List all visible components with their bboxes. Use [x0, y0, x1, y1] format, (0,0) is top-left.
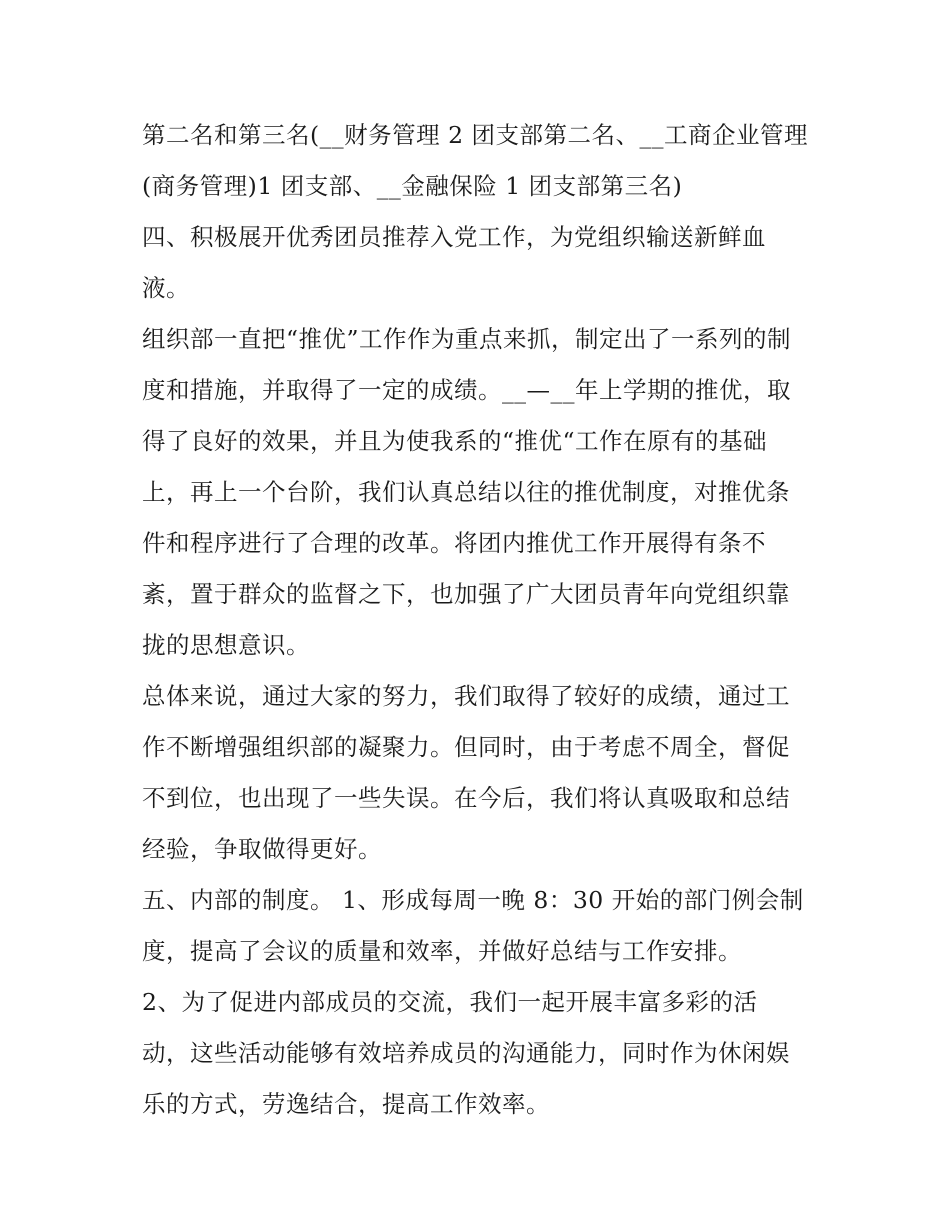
text-line: 上，再上一个台阶，我们认真总结以往的推优制度，对推优条 [142, 478, 790, 506]
text-line: 四、积极展开优秀团员推荐入党工作，为党组织输送新鲜血 [142, 223, 766, 251]
document-body [142, 110, 822, 1130]
text-line: 不到位，也出现了一些失误。在今后，我们将认真吸取和总结 [142, 784, 790, 812]
text-line: 乐的方式，劳逸结合，提高工作效率。 [142, 1090, 550, 1118]
text-line: 第二名和第三名(__财务管理 2 团支部第二名、__工商企业管理 [142, 121, 809, 149]
text-line: 度，提高了会议的质量和效率，并做好总结与工作安排。 [142, 937, 742, 965]
text-line: (商务管理)1 团支部、__金融保险 1 团支部第三名) [142, 172, 683, 200]
text-line: 经验，争取做得更好。 [142, 835, 382, 863]
text-line: 紊，置于群众的监督之下，也加强了广大团员青年向党组织靠 [142, 580, 790, 608]
text-line: 组织部一直把“推优”工作作为重点来抓，制定出了一系列的制 [142, 325, 792, 353]
text-line: 度和措施，并取得了一定的成绩。__—__年上学期的推优，取 [142, 376, 791, 404]
text-line: 五、内部的制度。 1、形成每周一晚 8：30 开始的部门例会制 [142, 886, 804, 914]
text-line: 件和程序进行了合理的改革。将团内推优工作开展得有条不 [142, 529, 766, 557]
text-line: 拢的思想意识。 [142, 631, 310, 659]
text-line: 得了良好的效果，并且为使我系的“推优“工作在原有的基础 [142, 427, 768, 455]
text-line: 2、为了促进内部成员的交流，我们一起开展丰富多彩的活 [142, 988, 758, 1016]
text-line: 动，这些活动能够有效培养成员的沟通能力，同时作为休闲娱 [142, 1039, 790, 1067]
text-line: 总体来说，通过大家的努力，我们取得了较好的成绩，通过工 [142, 682, 790, 710]
text-line: 作不断增强组织部的凝聚力。但同时，由于考虑不周全，督促 [142, 733, 790, 761]
text-line: 液。 [142, 274, 190, 302]
